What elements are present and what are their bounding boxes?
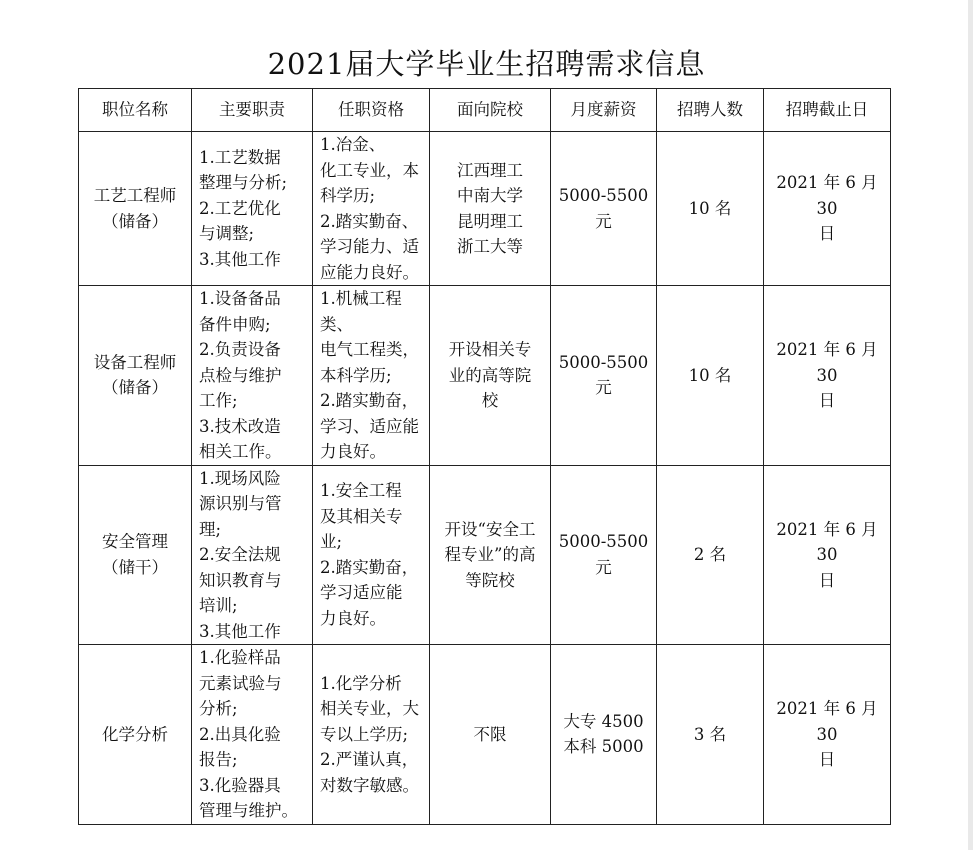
header-cell: 职位名称 bbox=[79, 89, 192, 132]
position-cell: 工艺工程师 （储备） bbox=[79, 132, 192, 286]
window-edge bbox=[968, 0, 973, 850]
schools-cell: 不限 bbox=[430, 645, 551, 825]
salary-cell: 大专 4500 本科 5000 bbox=[551, 645, 657, 825]
header-cell: 面向院校 bbox=[430, 89, 551, 132]
count-cell: 10 名 bbox=[657, 132, 764, 286]
table-row bbox=[79, 645, 891, 825]
page-title: 2021届大学毕业生招聘需求信息 bbox=[267, 47, 706, 81]
table-row bbox=[79, 465, 891, 645]
deadline-cell: 2021 年 6 月 30 日 bbox=[764, 465, 891, 645]
deadline-cell: 2021 年 6 月 30 日 bbox=[764, 286, 891, 466]
salary-cell: 5000-5500 元 bbox=[551, 286, 657, 466]
header-cell: 招聘人数 bbox=[657, 89, 764, 132]
duties-cell: 1.现场风险 源识别与管 理; 2.安全法规 知识教育与 培训; 3.其他工作 bbox=[192, 465, 313, 645]
qualifications-cell: 1.安全工程 及其相关专 业; 2.踏实勤奋， 学习适应能 力良好。 bbox=[313, 465, 430, 645]
count-cell: 3 名 bbox=[657, 645, 764, 825]
header-cell: 主要职责 bbox=[192, 89, 313, 132]
header-cell: 月度薪资 bbox=[551, 89, 657, 132]
qualifications-cell: 1.冶金、 化工专业，本 科学历; 2.踏实勤奋、 学习能力、适 应能力良好。 bbox=[313, 132, 430, 286]
qualifications-cell: 1.机械工程 类、 电气工程类， 本科学历; 2.踏实勤奋， 学习、适应能 力良好。 bbox=[313, 286, 430, 466]
position-cell: 化学分析 bbox=[79, 645, 192, 825]
header-row bbox=[79, 89, 891, 132]
salary-cell: 5000-5500 元 bbox=[551, 465, 657, 645]
count-cell: 10 名 bbox=[657, 286, 764, 466]
position-cell: 安全管理 （储干） bbox=[79, 465, 192, 645]
table-row bbox=[79, 132, 891, 286]
schools-cell: 开设“安全工 程专业”的高 等院校 bbox=[430, 465, 551, 645]
schools-cell: 开设相关专 业的高等院 校 bbox=[430, 286, 551, 466]
table-row bbox=[79, 286, 891, 466]
duties-cell: 1.工艺数据 整理与分析; 2.工艺优化 与调整; 3.其他工作 bbox=[192, 132, 313, 286]
recruitment-table bbox=[78, 88, 891, 825]
count-cell: 2 名 bbox=[657, 465, 764, 645]
header-cell: 招聘截止日 bbox=[764, 89, 891, 132]
duties-cell: 1.化验样品 元素试验与 分析; 2.出具化验 报告; 3.化验器具 管理与维护。 bbox=[192, 645, 313, 825]
deadline-cell: 2021 年 6 月 30 日 bbox=[764, 645, 891, 825]
salary-cell: 5000-5500 元 bbox=[551, 132, 657, 286]
position-cell: 设备工程师 （储备） bbox=[79, 286, 192, 466]
duties-cell: 1.设备备品 备件申购; 2.负责设备 点检与维护 工作; 3.技术改造 相关工作。 bbox=[192, 286, 313, 466]
qualifications-cell: 1.化学分析 相关专业，大 专以上学历; 2.严谨认真， 对数字敏感。 bbox=[313, 645, 430, 825]
deadline-cell: 2021 年 6 月 30 日 bbox=[764, 132, 891, 286]
header-cell: 任职资格 bbox=[313, 89, 430, 132]
schools-cell: 江西理工 中南大学 昆明理工 浙工大等 bbox=[430, 132, 551, 286]
